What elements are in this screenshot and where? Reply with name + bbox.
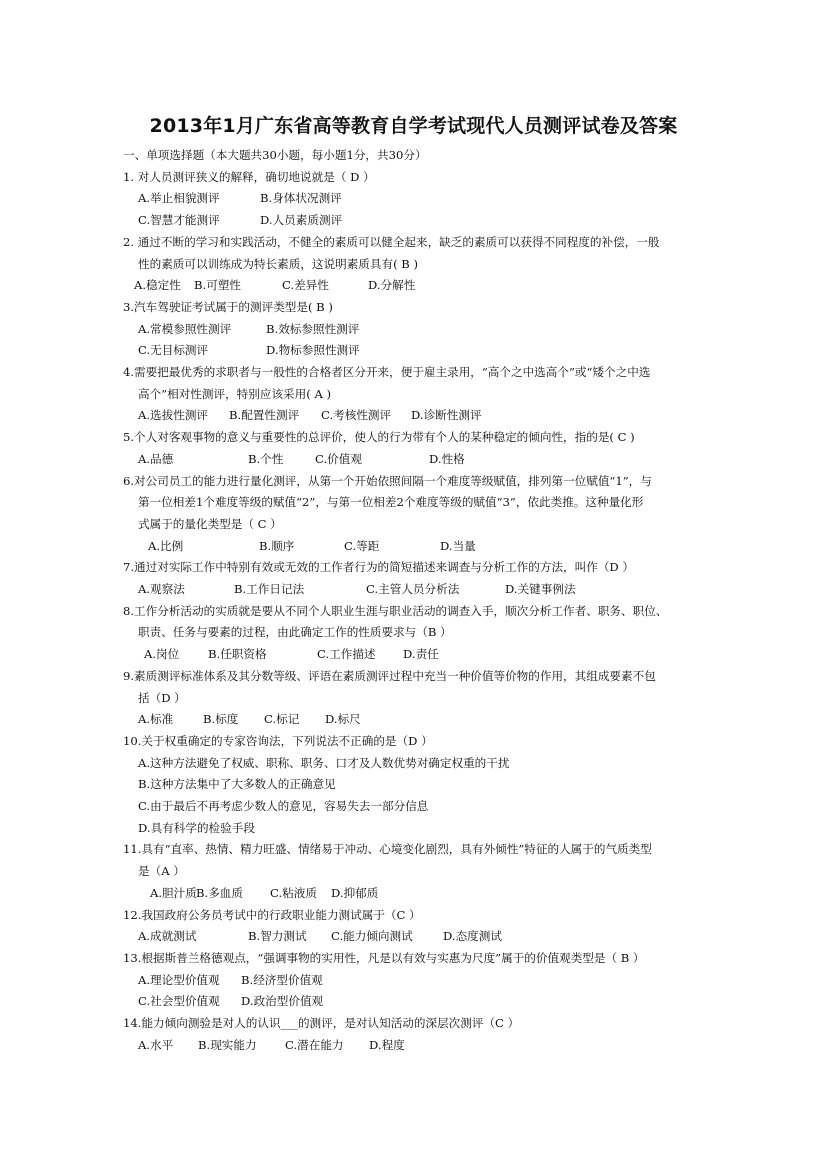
answer-option: B.标度 — [203, 712, 239, 727]
answer-option: B.效标参照性测评 — [266, 321, 360, 336]
answer-option: D.性格 — [429, 451, 465, 466]
question-stem: 11.具有“直率、热情、精力旺盛、情绪易于冲动、心境变化剧烈，具有外倾性”特征的人属于的气质类型 — [123, 842, 652, 857]
answer-option: A.水平 — [138, 1037, 174, 1052]
answer-option: A.岗位 — [144, 647, 180, 662]
answer-option: A.举止相貌测评 — [138, 191, 220, 206]
question-stem: 12.我国政府公务员考试中的行政职业能力测试属于（C ） — [123, 907, 421, 922]
question-stem: 14.能力倾向测验是对人的认识___的测评，是对认知活动的深层次测评（C ） — [123, 1016, 520, 1030]
answer-option: B.身体状况测评 — [260, 191, 342, 206]
question-stem-continued: 高个”相对性测评，特别应该采用( A ) — [138, 386, 332, 401]
answer-option: D.分解性 — [368, 278, 416, 293]
answer-option: D.标尺 — [325, 712, 361, 727]
answer-option: C.由于最后不再考虑少数人的意见，容易失去一部分信息 — [138, 799, 429, 813]
answer-option: A.品德 — [138, 451, 174, 466]
answer-option: C.潜在能力 — [285, 1037, 344, 1052]
answer-option: B.可塑性 — [194, 278, 241, 293]
answer-option: D.态度测试 — [443, 929, 502, 944]
section-header: 一、单项选择题（本大题共30小题，每小题1分，共30分） — [123, 148, 427, 162]
answer-option: C.工作描述 — [317, 647, 376, 662]
answer-option: A.胆汁质 — [150, 885, 197, 900]
question-stem: 13.根据斯普兰格德观点，“强调事物的实用性，凡是以有效与实惠为尺度”属于的价值观类型是（ B ） — [123, 950, 645, 965]
answer-option: C.价值观 — [315, 451, 362, 466]
question-stem: 4.需要把最优秀的求职者与一般性的合格者区分开来，便于雇主录用，“高个之中选高个”或“矮个之中选 — [123, 365, 651, 379]
answer-option: A.观察法 — [138, 582, 185, 596]
answer-option: B.任职资格 — [208, 647, 267, 662]
question-stem: 1. 对人员测评狭义的解释，确切地说就是（ D ） — [123, 169, 375, 184]
answer-option: A.理论型价值观 — [138, 972, 220, 987]
answer-option: D.程度 — [369, 1037, 405, 1052]
answer-option: B.顺序 — [259, 538, 295, 553]
answer-option: C.粘液质 — [270, 885, 317, 900]
answer-option: A.稳定性 — [134, 278, 181, 293]
question-stem: 9.素质测评标准体系及其分数等级、评语在素质测评过程中充当一种价值等价物的作用，其组成要素不包 — [123, 668, 656, 683]
answer-option: D.关键事例法 — [505, 582, 576, 596]
answer-option: D.当量 — [440, 538, 476, 553]
answer-option: C.主管人员分析法 — [366, 582, 460, 596]
question-stem: 5.个人对客观事物的意义与重要性的总评价，使人的行为带有个人的某种稳定的倾向性，指的是( C ) — [123, 430, 635, 445]
question-stem: 3.汽车驾驶证考试属于的测评类型是( B ) — [123, 299, 333, 314]
answer-option: C.差异性 — [282, 278, 329, 293]
answer-option: B.工作日记法 — [234, 582, 305, 596]
answer-option: B.个性 — [248, 451, 284, 466]
answer-option: D.责任 — [403, 647, 439, 662]
answer-option: C.标记 — [264, 712, 300, 727]
question-stem-continued: 职责、任务与要素的过程，由此确定工作的性质要求与（B ） — [138, 625, 452, 640]
question-stem: 2. 通过不断的学习和实践活动，不健全的素质可以健全起来，缺乏的素质可以获得不同程度的补偿，一般 — [123, 234, 660, 249]
question-stem-continued: 性的素质可以训练成为特长素质，这说明素质具有( B ) — [138, 256, 419, 271]
page-title: 2013年1月广东省高等教育自学考试现代人员测评试卷及答案 — [149, 115, 678, 137]
question-stem: 10.关于权重确定的专家咨询法，下列说法不正确的是（D ） — [123, 733, 433, 748]
answer-option: B.经济型价值观 — [241, 972, 323, 987]
question-stem-continued: 第一位相差1个难度等级的赋值“2”，与第一位相差2个难度等级的赋值“3”，依此类推。这种量化形 — [138, 495, 644, 510]
answer-option: A.常模参照性测评 — [138, 321, 232, 336]
question-stem-continued: 括（D ） — [138, 690, 186, 705]
answer-option: A.比例 — [148, 538, 184, 553]
question-stem-continued: 是（A ） — [138, 864, 185, 879]
question-stem-continued: 式属于的量化类型是（ C ） — [138, 516, 282, 531]
answer-option: C.智慧才能测评 — [138, 213, 220, 228]
answer-option: C.无目标测评 — [138, 343, 209, 358]
question-stem: 6.对公司员工的能力进行量化测评，从第一个开始依照间隔一个难度等级赋值，排列第一位赋值“1”，与 — [123, 473, 652, 488]
answer-option: A.标准 — [138, 712, 174, 727]
answer-option: C.等距 — [344, 538, 380, 553]
answer-option: B.现实能力 — [198, 1037, 257, 1052]
answer-option: D.具有科学的检验手段 — [138, 820, 255, 835]
answer-option: D.诊断性测评 — [411, 408, 482, 423]
answer-option: A.成就测试 — [138, 929, 197, 944]
question-stem: 8.工作分析活动的实质就是要从不同个人职业生涯与职业活动的调查入手，顺次分析工作者、职务、职位、 — [123, 603, 668, 618]
answer-option: C.社会型价值观 — [138, 994, 220, 1009]
answer-option: C.能力倾向测试 — [331, 929, 413, 944]
answer-option: D.抑郁质 — [331, 885, 379, 900]
answer-option: B.多血质 — [196, 885, 243, 900]
answer-option: A.选拔性测评 — [138, 408, 209, 423]
answer-option: D.政治型价值观 — [241, 994, 324, 1009]
answer-option: C.考核性测评 — [321, 408, 392, 423]
answer-option: B.智力测试 — [248, 929, 307, 944]
answer-option: B.这种方法集中了大多数人的正确意见 — [138, 777, 336, 792]
answer-option: D.人员素质测评 — [260, 213, 343, 228]
question-stem: 7.通过对实际工作中特别有效或无效的工作者行为的简短描述来调查与分析工作的方法，叫作（D ） — [123, 560, 634, 575]
answer-option: B.配置性测评 — [229, 408, 300, 423]
answer-option: A.这种方法避免了权威、职称、职务、口才及人数优势对确定权重的干扰 — [138, 755, 510, 770]
answer-option: D.物标参照性测评 — [266, 343, 360, 358]
